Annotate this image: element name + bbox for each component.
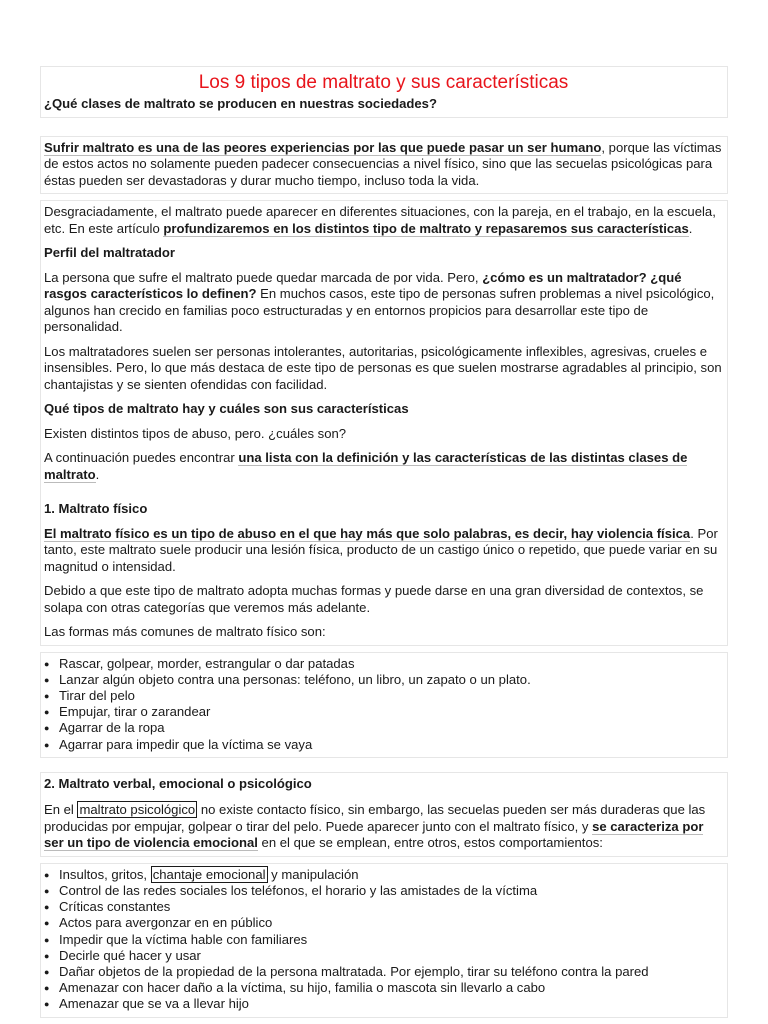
list-item: [44, 867, 723, 883]
p7-end: . Por tanto, este maltrato suele producir una lesión física, producto de un castigo único o repetido, que puede variar en su magnitud o intensidad.: [44, 525, 718, 574]
p6-text: A continuación puedes encontrar: [44, 450, 239, 465]
intro-rest: , porque las víctimas de estos actos no solamente pueden padecer consecuencias a nivel físico, sino que las secuelas psicológicas para éstas pueden ser devastadoras y durar mucho tiempo, incluso toda la vida.: [44, 139, 722, 188]
list-item-text: Amenazar que se va a llevar hijo: [59, 996, 249, 1012]
p2-end: .: [688, 220, 693, 236]
bullet-icon: ●: [44, 723, 50, 734]
bullet-icon: ●: [44, 950, 50, 961]
section-2-block: [40, 772, 728, 857]
chantaje-emocional-link[interactable]: chantaje emocional: [152, 866, 266, 882]
intro-bold: Sufrir maltrato es una de las peores experiencias por las que puede pasar un ser humano: [44, 139, 602, 155]
list-item: [44, 899, 723, 915]
subtitle: ¿Qué clases de maltrato se producen en nuestras sociedades?: [44, 96, 437, 111]
p10-text: En el: [44, 802, 78, 818]
p3-text: La persona que sufre el maltrato puede quedar marcada de por vida. Pero,: [44, 269, 483, 285]
list-item-text: Control de las redes sociales los teléfonos, el horario y las amistades de la víctima: [59, 882, 538, 898]
list-item-text: Lanzar algún objeto contra una personas: teléfono, un libro, un zapato o un plato.: [59, 671, 531, 687]
bullet-icon: ●: [44, 690, 50, 701]
p2-text: Desgraciadamente, el maltrato puede aparecer en diferentes situaciones, con la pareja, en el trabajo, en la escuela, etc. En este artículo: [44, 204, 716, 236]
p6-bold: una lista con la definición y las características de las distintas clases de maltrato: [44, 450, 688, 482]
list-physical: [44, 656, 723, 753]
p10-middle: no existe contacto físico, sin embargo, las secuelas pueden ser más duraderas que las producidas por empujar, golpear o tirar del pelo. Puede aparecer junto con el maltrato físico, y: [44, 802, 706, 834]
intro-paragraph: [44, 140, 723, 190]
list-item-text: Dañar objetos de la propiedad de la persona maltratada. Por ejemplo, tirar su teléfono contra la pared: [59, 963, 649, 979]
p2-bold: profundizaremos en los distintos tipo de maltrato y repasaremos sus características: [163, 220, 689, 236]
list-item: [44, 688, 723, 704]
list-psych-block: [40, 863, 728, 1018]
bullet-icon: ●: [44, 918, 50, 929]
document-page: [40, 66, 728, 1018]
list-item: [44, 656, 723, 672]
list-item-text: Insultos, gritos,: [59, 866, 151, 882]
paragraph-9: Las formas más comunes de maltrato físico son:: [44, 624, 326, 639]
heading-perfil: Perfil del maltratador: [44, 245, 175, 260]
list-item-text: Decirle qué hacer y usar: [59, 947, 201, 963]
paragraph-6: [44, 450, 723, 483]
list-item: [44, 996, 723, 1012]
list-item-text: Tirar del pelo: [59, 687, 135, 703]
list-psychological: [44, 867, 723, 1013]
paragraph-5: Existen distintos tipos de abuso, pero. ¿cuáles son?: [44, 425, 347, 441]
list-item: [44, 737, 723, 753]
heading-maltrato-fisico: 1. Maltrato físico: [44, 501, 148, 516]
list-item-text: Actos para avergonzar en en público: [59, 915, 273, 931]
bullet-icon: ●: [44, 658, 50, 669]
intro-block: [40, 136, 728, 195]
bullet-icon: ●: [44, 674, 50, 685]
heading-maltrato-psicologico: 2. Maltrato verbal, emocional o psicológico: [44, 775, 312, 791]
bullet-icon: ●: [44, 885, 50, 896]
paragraph-4: Los maltratadores suelen ser personas intolerantes, autoritarias, psicológicamente inflexibles, agresivas, crueles e insensibles. Pero, lo que más destaca de este tipo de personas es que suelen mostrarse agradables al principio, son chantajistas y se sienten ofendidas con facilidad.: [44, 343, 722, 392]
paragraph-8: Debido a que este tipo de maltrato adopta muchas formas y puede darse en una gran diversidad de contextos, se solapa con otras categorías que veremos más adelante.: [44, 583, 704, 615]
maltrato-psicologico-link[interactable]: maltrato psicológico: [79, 802, 196, 818]
list-physical-block: [40, 652, 728, 758]
bullet-icon: ●: [44, 707, 50, 718]
list-item-text: Agarrar para impedir que la víctima se vaya: [59, 736, 313, 752]
list-item: [44, 964, 723, 980]
p10-end: en el que se emplean, entre otros, estos comportamientos:: [257, 835, 603, 851]
list-item: [44, 883, 723, 899]
list-item: [44, 704, 723, 720]
bullet-icon: ●: [44, 869, 50, 880]
title-block: [40, 66, 728, 118]
list-item-text: Rascar, golpear, morder, estrangular o dar patadas: [59, 655, 355, 671]
bullet-icon: ●: [44, 999, 50, 1010]
p6-end: .: [95, 466, 100, 482]
list-item: [44, 672, 723, 688]
page-title: Los 9 tipos de maltrato y sus características: [198, 72, 569, 93]
list-item: [44, 948, 723, 964]
list-item-text: Críticas constantes: [59, 899, 171, 915]
list-item-text-end: y manipulación: [267, 866, 359, 882]
list-item: [44, 932, 723, 948]
list-item-text: Empujar, tirar o zarandear: [59, 704, 211, 720]
content-block: [40, 200, 728, 646]
p3-end: En muchos casos, este tipo de personas sufren problemas a nivel psicológico, algunos han crecido en familias poco estructuradas y en entornos propicios para desarrollar este tipo de personalidad.: [44, 286, 715, 334]
bullet-icon: ●: [44, 966, 50, 977]
paragraph-2: [44, 204, 723, 237]
bullet-icon: ●: [44, 983, 50, 994]
list-item-text: Amenazar con hacer daño a la víctima, su hijo, familia o mascota sin llevarlo a cabo: [59, 980, 546, 996]
p3-bold: ¿cómo es un maltratador? ¿qué rasgos característicos lo definen?: [44, 269, 682, 301]
list-item-text: Impedir que la víctima hable con familiares: [59, 931, 308, 947]
list-item: [44, 720, 723, 736]
paragraph-10: [44, 802, 723, 852]
paragraph-3: [44, 270, 723, 336]
list-item: [44, 980, 723, 996]
paragraph-7: [44, 526, 723, 576]
heading-tipos: Qué tipos de maltrato hay y cuáles son sus características: [44, 401, 409, 416]
list-item-text: Agarrar de la ropa: [59, 720, 165, 736]
list-item: [44, 915, 723, 931]
p7-bold: El maltrato físico es un tipo de abuso en el que hay más que solo palabras, es decir, hay violencia física: [44, 525, 691, 541]
bullet-icon: ●: [44, 902, 50, 913]
bullet-icon: ●: [44, 739, 50, 750]
bullet-icon: ●: [44, 934, 50, 945]
p10-bold: se caracteriza por ser un tipo de violencia emocional: [44, 818, 704, 851]
